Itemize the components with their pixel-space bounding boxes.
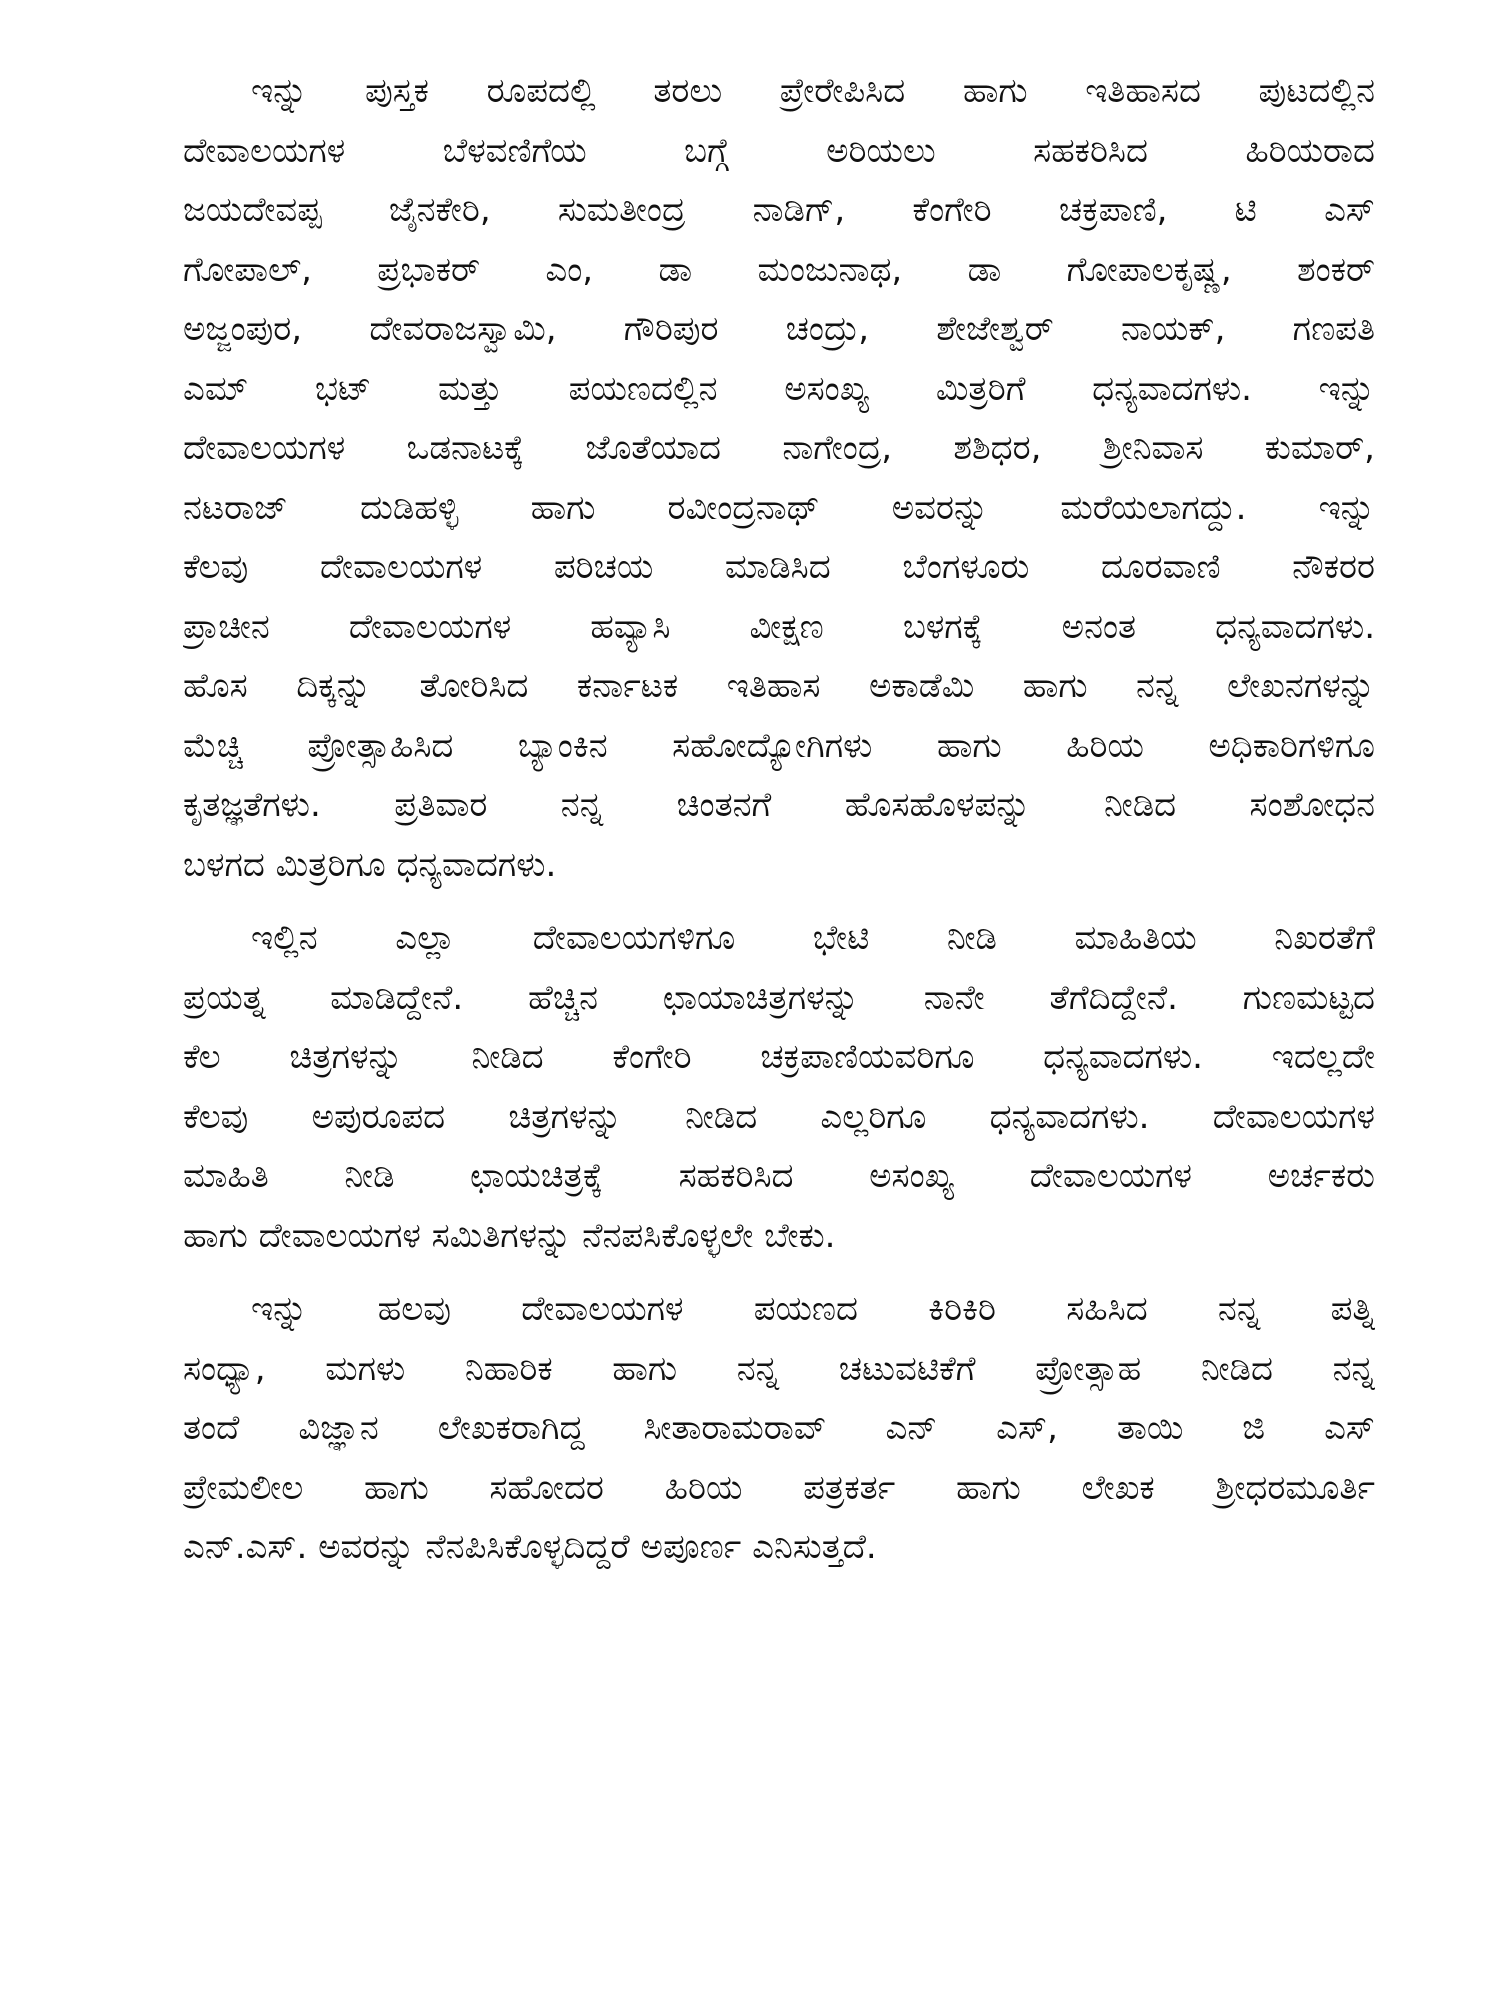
text-line: ಜಯದೇವಪ್ಪ ಜೈನಕೇರಿ, ಸುಮತೀಂದ್ರ ನಾಡಿಗ್, ಕೆಂಗೇರಿ ಚಕ್ರಪಾಣಿ, ಟಿ ಎಸ್ [183,190,1375,230]
text-line: ದೇವಾಲಯಗಳ ಬೆಳವಣಿಗೆಯ ಬಗ್ಗೆ ಅರಿಯಲು ಸಹಕರಿಸಿದ ಹಿರಿಯರಾದ [183,130,1375,171]
text-line: ಕೆಲವು ದೇವಾಲಯಗಳ ಪರಿಚಯ ಮಾಡಿಸಿದ ಬೆಂಗಳೂರು ದೂರವಾಣಿ ನೌಕರರ [183,547,1375,587]
text-line: ತಂದೆ ವಿಜ್ಞಾನ ಲೇಖಕರಾಗಿದ್ದ ಸೀತಾರಾಮರಾವ್ ಎನ್ ಎಸ್, ತಾಯಿ ಜಿ ಎಸ್ [183,1408,1375,1448]
text-line: ಪ್ರಯತ್ನ ಮಾಡಿದ್ದೇನೆ. ಹೆಚ್ಚಿನ ಛಾಯಾಚಿತ್ರಗಳನ್ನು ನಾನೇ ತೆಗೆದಿದ್ದೇನೆ. ಗುಣಮಟ್ಟದ [183,977,1375,1018]
text-line: ಬಳಗದ ಮಿತ್ರರಿಗೂ ಧನ್ಯವಾದಗಳು. [183,844,557,885]
paragraph-acknowledgements [183,62,1375,895]
text-line: ಕೆಲವು ಅಪುರೂಪದ ಚಿತ್ರಗಳನ್ನು ನೀಡಿದ ಎಲ್ಲರಿಗೂ ಧನ್ಯವಾದಗಳು. ದೇವಾಲಯಗಳ [183,1096,1375,1137]
text-line: ಪ್ರಾಚೀನ ದೇವಾಲಯಗಳ ಹವ್ಯಾಸಿ ವೀಕ್ಷಣ ಬಳಗಕ್ಕೆ ಅನಂತ ಧನ್ಯವಾದಗಳು. [183,606,1375,647]
text-line: ಮಾಹಿತಿ ನೀಡಿ ಛಾಯಚಿತ್ರಕ್ಕೆ ಸಹಕರಿಸಿದ ಅಸಂಖ್ಯ ದೇವಾಲಯಗಳ ಅರ್ಚಕರು [183,1156,1375,1196]
text-line: ಪ್ರೇಮಲೀಲ ಹಾಗು ಸಹೋದರ ಹಿರಿಯ ಪತ್ರಕರ್ತ ಹಾಗು ಲೇಖಕ ಶ್ರೀಧರಮೂರ್ತಿ [183,1467,1375,1508]
text-line: ಎಮ್ ಭಟ್ ಮತ್ತು ಪಯಣದಲ್ಲಿನ ಅಸಂಖ್ಯ ಮಿತ್ರರಿಗೆ ಧನ್ಯವಾದಗಳು. ಇನ್ನು [183,368,1375,409]
text-line: ದೇವಾಲಯಗಳ ಒಡನಾಟಕ್ಕೆ ಜೊತೆಯಾದ ನಾಗೇಂದ್ರ, ಶಶಿಧರ, ಶ್ರೀನಿವಾಸ ಕುಮಾರ್, [183,428,1375,468]
text-line: ಕೃತಜ್ಞತೆಗಳು. ಪ್ರತಿವಾರ ನನ್ನ ಚಿಂತನಗೆ ಹೊಸಹೊಳಪನ್ನು ನೀಡಿದ ಸಂಶೋಧನ [183,785,1375,825]
text-line: ಹೊಸ ದಿಕ್ಕನ್ನು ತೋರಿಸಿದ ಕರ್ನಾಟಕ ಇತಿಹಾಸ ಅಕಾಡೆಮಿ ಹಾಗು ನನ್ನ ಲೇಖನಗಳನ್ನು [183,666,1375,706]
text-line: ಇಲ್ಲಿನ ಎಲ್ಲಾ ದೇವಾಲಯಗಳಿಗೂ ಭೇಟಿ ನೀಡಿ ಮಾಹಿತಿಯ ನಿಖರತೆಗೆ [251,918,1375,958]
text-line: ಸಂಧ್ಯಾ, ಮಗಳು ನಿಹಾರಿಕ ಹಾಗು ನನ್ನ ಚಟುವಟಿಕೆಗೆ ಪ್ರೋತ್ಸಾಹ ನೀಡಿದ ನನ್ನ [183,1348,1375,1389]
text-line: ಇನ್ನು ಹಲವು ದೇವಾಲಯಗಳ ಪಯಣದ ಕಿರಿಕಿರಿ ಸಹಿಸಿದ ನನ್ನ ಪತ್ನಿ [251,1289,1375,1329]
text-line: ಅಜ್ಜಂಪುರ, ದೇವರಾಜಸ್ವಾಮಿ, ಗೌರಿಪುರ ಚಂದ್ರು, ಶೇಜೇಶ್ವರ್ ನಾಯಕ್, ಗಣಪತಿ [183,309,1375,349]
text-line: ಇನ್ನು ಪುಸ್ತಕ ರೂಪದಲ್ಲಿ ತರಲು ಪ್ರೇರೇಪಿಸಿದ ಹಾಗು ಇತಿಹಾಸದ ಪುಟದಲ್ಲಿನ [251,71,1375,111]
text-line: ಕೆಲ ಚಿತ್ರಗಳನ್ನು ನೀಡಿದ ಕೆಂಗೇರಿ ಚಕ್ರಪಾಣಿಯವರಿಗೂ ಧನ್ಯವಾದಗಳು. ಇದಲ್ಲದೇ [183,1037,1375,1077]
text-line: ಹಾಗು ದೇವಾಲಯಗಳ ಸಮಿತಿಗಳನ್ನು ನೆನಪಸಿಕೊಳ್ಳಲೇ ಬೇಕು. [183,1215,836,1256]
text-line: ಮೆಚ್ಚಿ ಪ್ರೋತ್ಸಾಹಿಸಿದ ಬ್ಯಾಂಕಿನ ಸಹೋದ್ಯೋಗಿಗಳು ಹಾಗು ಹಿರಿಯ ಅಧಿಕಾರಿಗಳಿಗೂ [183,725,1375,766]
text-line: ಗೋಪಾಲ್, ಪ್ರಭಾಕರ್ ಎಂ, ಡಾ ಮಂಜುನಾಥ, ಡಾ ಗೋಪಾಲಕೃಷ್ಣ, ಶಂಕರ್ [183,249,1375,290]
paragraph-family [183,1280,1375,1578]
text-line: ನಟರಾಜ್ ದುಡಿಹಳ್ಳಿ ಹಾಗು ರವೀಂದ್ರನಾಥ್ ಅವರನ್ನು ಮರೆಯಲಾಗದ್ದು. ಇನ್ನು [183,487,1375,528]
text-line: ಎನ್.ಎಸ್. ಅವರನ್ನು ನೆನಪಿಸಿಕೊಳ್ಳದಿದ್ದರೆ ಅಪೂರ್ಣ ಎನಿಸುತ್ತದೆ. [183,1527,877,1567]
paragraph-photographs [183,909,1375,1266]
